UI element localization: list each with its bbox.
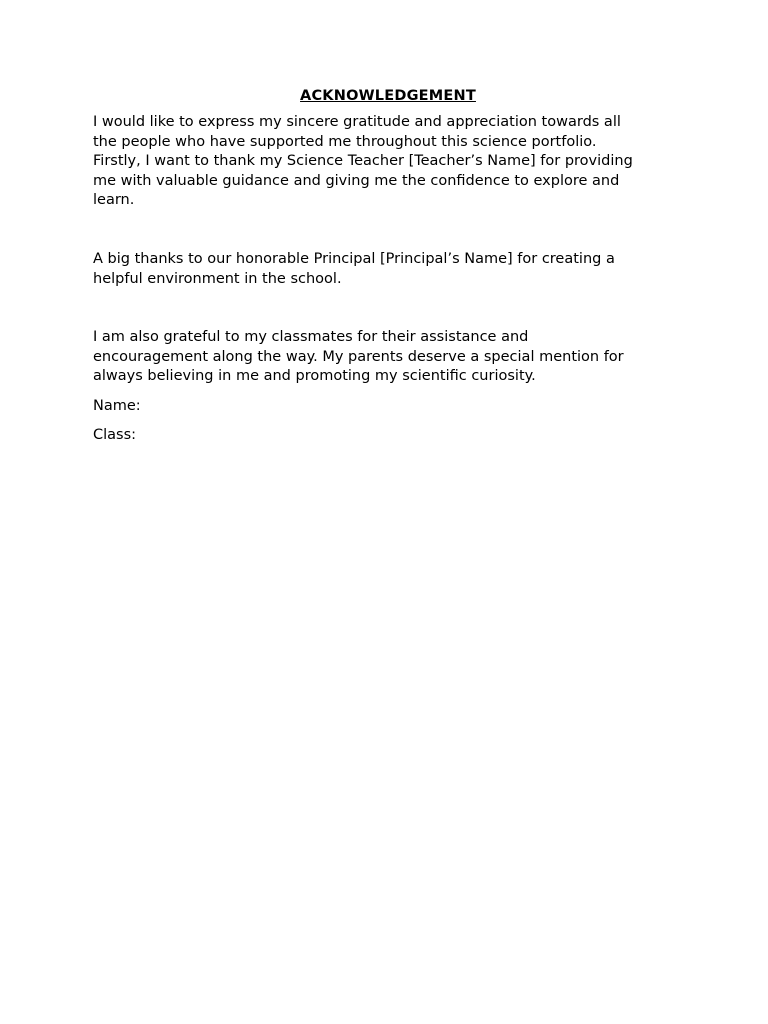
paragraph-line: me with valuable guidance and giving me the confidence to explore and — [93, 172, 620, 189]
paragraph-gratitude — [93, 113, 683, 211]
paragraph-line: A big thanks to our honorable Principal [Principal’s Name] for creating a — [93, 250, 615, 267]
name-label: Name: — [93, 397, 141, 414]
paragraph-line: always believing in me and promoting my scientific curiosity. — [93, 368, 536, 385]
document-page — [93, 86, 683, 445]
paragraph-line: helpful environment in the school. — [93, 270, 342, 287]
paragraph-line: learn. — [93, 192, 135, 209]
paragraph-line: the people who have supported me throughout this science portfolio. — [93, 133, 597, 150]
paragraph-classmates — [93, 328, 683, 387]
paragraph-line: I would like to express my sincere gratitude and appreciation towards all — [93, 114, 621, 130]
paragraph-line: encouragement along the way. My parents deserve a special mention for — [93, 348, 624, 365]
document-title: ACKNOWLEDGEMENT — [300, 88, 476, 104]
paragraph-line: I am also grateful to my classmates for their assistance and — [93, 329, 529, 346]
class-label: Class: — [93, 426, 137, 443]
paragraph-principal — [93, 250, 683, 289]
paragraph-line: Firstly, I want to thank my Science Teacher [Teacher’s Name] for providing — [93, 153, 633, 170]
